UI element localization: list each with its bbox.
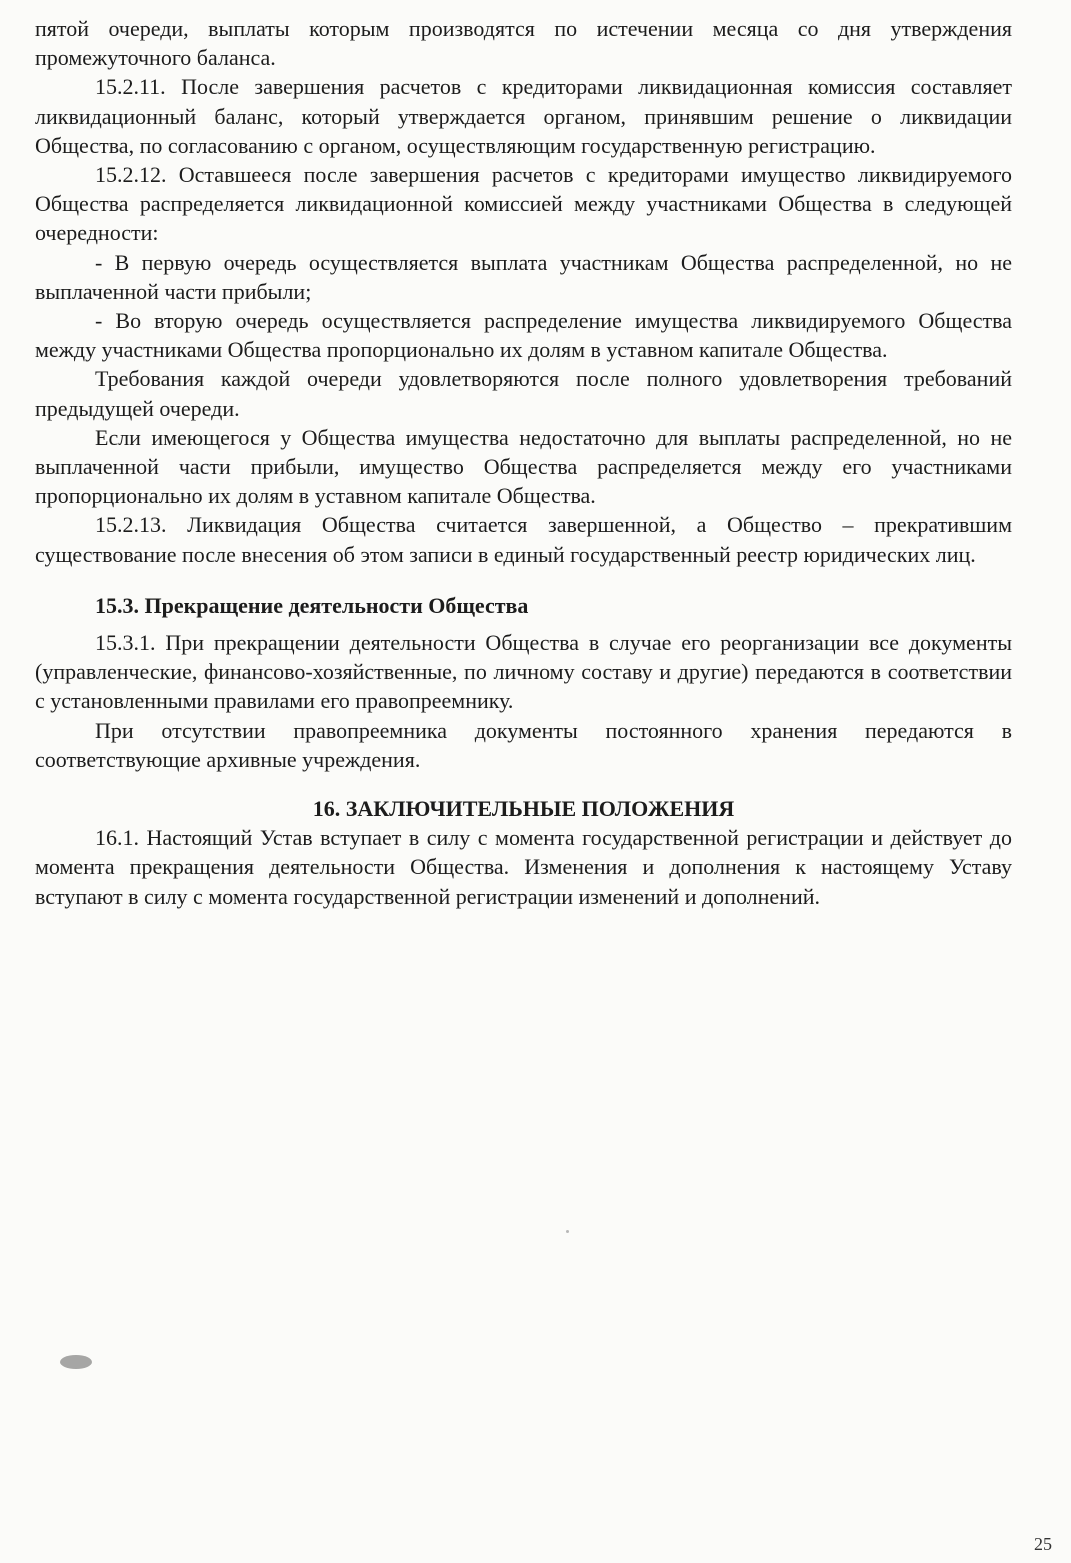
paragraph-15-2-13: 15.2.13. Ликвидация Общества считается завершенной, а Общество – прекратившим существование после внесения об этом записи в единый государственный реестр юридических лиц.: [35, 512, 1012, 567]
paragraph-16-1: 16.1. Настоящий Устав вступает в силу с момента государственной регистрации и действует до момента прекращения деятельности Общества. Изменения и дополнения к настоящему Уставу вступают в силу с момента государственной регистрации изменений и дополнений.: [35, 825, 1012, 909]
paragraph-first-priority: - В первую очередь осуществляется выплата участникам Общества распределенной, но не выплаченной части прибыли;: [35, 249, 1012, 304]
paragraph-15-2-12: 15.2.12. Оставшееся после завершения расчетов с кредиторами имущество ликвидируемого Общества распределяется ликвидационной комиссией между участниками Общества в следующей очередности:: [35, 162, 1012, 246]
paragraph-no-successor: При отсутствии правопреемника документы постоянного хранения передаются в соответствующие архивные учреждения.: [35, 717, 1012, 772]
document-page: [35, 14, 1012, 911]
paragraph-15-3-1: 15.3.1. При прекращении деятельности Общества в случае его реорганизации все документы (управленческие, финансово-хозяйственные, по личному составу и другие) передаются в соответствии с установленными правилами его правопреемнику.: [35, 630, 1012, 714]
paragraph-requirements: Требования каждой очереди удовлетворяются после полного удовлетворения требований предыдущей очереди.: [35, 366, 1012, 421]
page-number: 25: [1034, 1534, 1052, 1554]
paragraph-continuation: пятой очереди, выплаты которым производятся по истечении месяца со дня утверждения промежуточного баланса.: [35, 16, 1012, 71]
scan-stain: [60, 1355, 92, 1369]
section-heading-16: 16. ЗАКЛЮЧИТЕЛЬНЫЕ ПОЛОЖЕНИЯ: [312, 796, 735, 822]
paragraph-insufficient-property: Если имеющегося у Общества имущества недостаточно для выплаты распределенной, но не выплаченной части прибыли, имущество Общества распределяется между его участниками пропорционально их долям в уставном капитале Общества.: [35, 424, 1012, 509]
paragraph-second-priority: - Во вторую очередь осуществляется распределение имущества ликвидируемого Общества между участниками Общества пропорционально их долям в уставном капитале Общества.: [35, 308, 1012, 363]
section-heading-15-3: 15.3. Прекращение деятельности Общества: [95, 592, 529, 618]
scan-speck: [566, 1230, 569, 1233]
paragraph-15-2-11: 15.2.11. После завершения расчетов с кредиторами ликвидационная комиссия составляет ликвидационный баланс, который утверждается органом, принявшим решение о ликвидации Общества, по согласованию с органом, осуществляющим государственную регистрацию.: [35, 74, 1012, 158]
